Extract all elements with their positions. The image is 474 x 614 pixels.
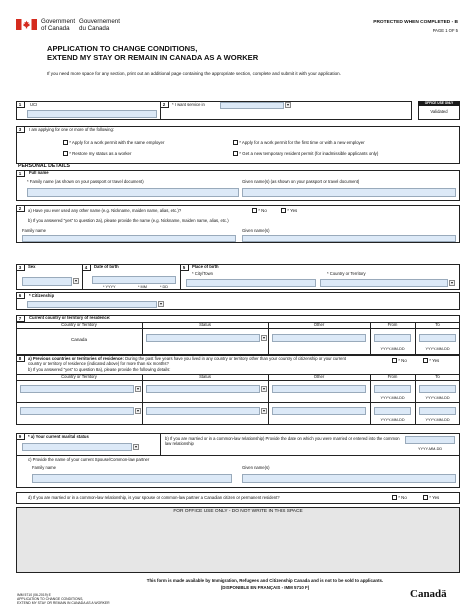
form-title-line1: APPLICATION TO CHANGE CONDITIONS,: [47, 44, 198, 53]
prev-col-country: Country or Territory: [61, 374, 97, 379]
citizenship-select[interactable]: [27, 301, 157, 308]
footer-name-1: APPLICATION TO CHANGE CONDITIONS,: [17, 597, 84, 601]
prev-residence-question-bold: a) Previous countries or territories of residence:: [28, 356, 124, 361]
prev-residence-question-text: During the past five years have you lived in any country or territory other than your country of citizenship or your current country or territory of residence (indicated above) for more than six months?: [28, 356, 346, 367]
divider: [16, 455, 460, 456]
prev1-from-input[interactable]: [374, 385, 411, 393]
prev-residence-question: [28, 356, 348, 366]
sex-label: Sex: [28, 264, 36, 269]
pd-q7-number: 7: [16, 315, 25, 322]
prev1-country-select[interactable]: [20, 385, 134, 393]
gov-fr: [79, 18, 120, 32]
prev2-from-input[interactable]: [374, 407, 411, 415]
other-name-detail-question: b) If you answered "yes" to question 2a), please provide the name (e.g. Nickname, maiden name, alias, etc.): [28, 218, 229, 223]
same-employer-label: * Apply for a work permit with the same employer: [69, 140, 165, 145]
prev1-other-input[interactable]: [272, 385, 366, 393]
restore-status-checkbox[interactable]: [63, 151, 68, 156]
pd-q3-number: 3: [16, 264, 25, 271]
prev2-status-select[interactable]: [146, 407, 260, 415]
res-col-from: From: [387, 322, 398, 327]
other-family-name-input[interactable]: [22, 235, 236, 242]
other-name-question: a) Have you ever used any other name (e.g. Nickname, maiden name, alias, etc.)?: [28, 208, 182, 213]
gov-en-line1: Government: [41, 18, 76, 25]
footer-name-2: EXTEND MY STAY OR REMAIN IN CANADA AS A WORKER: [17, 601, 110, 605]
dob-year-hint: * YYYY: [103, 285, 116, 289]
prev2-status-dropdown[interactable]: [261, 408, 267, 414]
spouse-pr-no-label: * No: [398, 495, 407, 500]
other-given-name-label: Given name(s): [242, 228, 270, 233]
other-name-no-checkbox[interactable]: [252, 208, 257, 213]
other-name-yes-checkbox[interactable]: [281, 208, 286, 213]
citizenship-label: * Citizenship: [29, 293, 55, 298]
prev1-from-format: YYYY-MM-DD: [380, 396, 405, 400]
footer-french: (DISPONIBLE EN FRANÇAIS - IMM 5710 F): [220, 585, 310, 590]
divider: [142, 374, 143, 425]
chevron-down-icon: [160, 303, 162, 305]
prev-res-yes-checkbox[interactable]: [423, 358, 428, 363]
footer-form-code: [17, 593, 110, 605]
form-title-line2: EXTEND MY STAY OR REMAIN IN CANADA AS A WORKER: [47, 53, 259, 62]
marital-status-select[interactable]: [22, 443, 132, 451]
prev1-to-format: YYYY-MM-DD: [425, 396, 450, 400]
full-name-label: Full name: [29, 170, 49, 175]
prev1-status-select[interactable]: [146, 385, 260, 393]
chevron-down-icon: [263, 337, 265, 339]
city-input[interactable]: [186, 279, 316, 287]
gov-en-line2: of Canada: [41, 25, 70, 32]
pd-q8-number: 8: [16, 355, 25, 362]
prev1-status-dropdown[interactable]: [261, 386, 267, 392]
dob-label: Date of birth: [94, 264, 119, 269]
prev-res-no-checkbox[interactable]: [392, 358, 397, 363]
personal-details-heading: PERSONAL DETAILS: [18, 163, 70, 169]
prev2-from-format: YYYY-MM-DD: [380, 418, 405, 422]
prev-res-no-label: * No: [398, 358, 407, 363]
prev2-to-input[interactable]: [419, 407, 456, 415]
divider: [16, 380, 460, 381]
other-name-yes[interactable]: [281, 208, 297, 213]
spouse-pr-yes-checkbox[interactable]: [423, 495, 428, 500]
res-col-status: Status: [199, 322, 211, 327]
other-name-yes-label: * Yes: [287, 208, 298, 213]
trp-checkbox[interactable]: [233, 151, 238, 156]
pd-q5-number: 5: [180, 264, 189, 271]
chevron-down-icon: [287, 104, 289, 106]
form-title: [47, 44, 258, 62]
footer-code: IMM 5710 (06-2019) E: [17, 593, 51, 597]
prev-res-yes[interactable]: [423, 358, 439, 363]
spouse-pr-yes-label: * Yes: [429, 495, 440, 500]
chevron-down-icon: [75, 280, 77, 282]
canada-wordmark: Canadä: [410, 588, 447, 600]
marriage-date-format: YYYY-MM-DD: [417, 447, 443, 451]
prev-residence-detail-question: b) If you answered "yes" to question 8a), please provide the following details:: [28, 367, 171, 372]
opt-trp[interactable]: [233, 151, 378, 156]
spouse-status-question: d) If you are married or in a common-law relationship, is your spouse or common-law partner a Canadian citizen or permanent resident?: [28, 495, 280, 500]
prev2-country-dropdown[interactable]: [135, 408, 141, 414]
prev-col-from: From: [387, 374, 398, 379]
opt-restore-status[interactable]: [63, 151, 131, 156]
gov-en: [41, 18, 75, 32]
prev1-country-dropdown[interactable]: [135, 386, 141, 392]
res-status-dropdown[interactable]: [261, 335, 267, 341]
canada-flag-icon: [16, 19, 37, 30]
gov-fr-line2: du Canada: [79, 25, 110, 32]
prev2-country-select[interactable]: [20, 407, 134, 415]
prev1-to-input[interactable]: [419, 385, 456, 393]
pob-country-select[interactable]: [320, 279, 448, 287]
q3-number: 3: [16, 126, 25, 133]
q1-number: 1: [16, 101, 25, 108]
spouse-name-question: c) Provide the name of your current Spouse/Common-law partner: [28, 457, 150, 462]
family-name-input[interactable]: [27, 188, 239, 197]
citizenship-dropdown[interactable]: [158, 301, 164, 307]
res-from-input[interactable]: [374, 334, 411, 342]
new-employer-checkbox[interactable]: [233, 140, 238, 145]
res-col-country: Country or Territory: [61, 322, 97, 327]
chevron-down-icon: [451, 282, 453, 284]
office-use-band-label: FOR OFFICE USE ONLY - DO NOT WRITE IN THIS SPACE: [173, 509, 303, 514]
opt-new-employer[interactable]: [233, 140, 365, 145]
res-col-other: Other: [313, 322, 325, 327]
other-given-name-input[interactable]: [242, 235, 456, 242]
sex-select[interactable]: [22, 277, 72, 286]
chevron-down-icon: [263, 410, 265, 412]
prev-res-yes-label: * Yes: [429, 358, 440, 363]
divider: [268, 374, 269, 425]
restore-status-label: * Restore my status as a worker: [69, 151, 132, 156]
prev-col-other: Other: [313, 374, 325, 379]
uci-label: UCI: [30, 102, 38, 107]
given-name-input[interactable]: [242, 188, 456, 197]
q2-number: 2: [160, 101, 169, 108]
dob-input[interactable]: [92, 276, 176, 284]
divider: [142, 322, 143, 355]
dob-month-hint: * MM: [138, 285, 147, 289]
other-name-no[interactable]: [252, 208, 267, 213]
res-col-to: To: [435, 322, 440, 327]
spouse-family-name-input[interactable]: [32, 474, 232, 483]
spouse-given-name-input[interactable]: [242, 474, 456, 483]
gov-fr-line1: Gouvernement: [79, 18, 120, 25]
res-from-format: YYYY-MM-DD: [380, 347, 405, 351]
page-number: PAGE 1 OF 5: [432, 28, 458, 33]
dob-day-hint: * DD: [160, 285, 169, 289]
divider: [160, 433, 161, 455]
res-to-input[interactable]: [419, 334, 456, 342]
divider: [16, 402, 460, 403]
service-language-label: * I want service in: [172, 102, 205, 107]
family-name-label: * Family name (as shown on your passport or travel document): [27, 179, 144, 184]
protected-label: PROTECTED WHEN COMPLETED - B: [373, 20, 458, 25]
marital-status-label: * a) Your current marital status: [28, 434, 89, 439]
res-to-format: YYYY-MM-DD: [425, 347, 450, 351]
trp-label: * Get a new temporary resident permit (for inadmissible applicants only): [239, 151, 379, 156]
other-family-name-label: Family name: [22, 228, 46, 233]
prev-col-status: Status: [199, 374, 211, 379]
chevron-down-icon: [137, 388, 139, 390]
prev-col-to: To: [435, 374, 440, 379]
marriage-date-label: b) If you are married or in a common-law relationship) Provide the date on which you were married or entered into the common law relationship: [165, 436, 400, 447]
uci-input[interactable]: [27, 110, 157, 118]
pd-q6-number: 6: [16, 292, 25, 299]
applying-for-label: I am applying for one or more of the following:: [29, 127, 114, 132]
office-use-label: OFFICE USE ONLY: [418, 101, 460, 106]
residence-label: Current country or territory of residence:: [29, 315, 111, 320]
res-country-value: Canada: [70, 337, 88, 342]
spouse-pr-no-checkbox[interactable]: [392, 495, 397, 500]
other-name-no-label: * No: [258, 208, 267, 213]
service-language-dropdown[interactable]: [285, 102, 291, 108]
res-status-select[interactable]: [146, 334, 260, 342]
chevron-down-icon: [135, 446, 137, 448]
city-label: * City/Town: [192, 271, 213, 276]
pob-country-label: * Country or Territory: [327, 271, 366, 276]
pd-q2-number: 2: [16, 205, 25, 212]
sex-dropdown[interactable]: [73, 278, 79, 284]
office-use-area: [16, 507, 460, 573]
pob-country-dropdown[interactable]: [449, 280, 455, 286]
service-language-select[interactable]: [220, 102, 284, 109]
validated-label: Validated: [430, 109, 448, 114]
spouse-pr-no[interactable]: [392, 495, 407, 500]
prev2-other-input[interactable]: [272, 407, 366, 415]
prev2-to-format: YYYY-MM-DD: [425, 418, 450, 422]
opt-same-employer[interactable]: [63, 140, 164, 145]
divider: [268, 322, 269, 355]
same-employer-checkbox[interactable]: [63, 140, 68, 145]
intro-text: If you need more space for any section, print out an additional page containing the appropriate section, complete and submit it with your application.: [47, 71, 341, 76]
new-employer-label: * Apply for a work permit for the first time or with a new employer: [239, 140, 365, 145]
spouse-family-name-label: Family name: [32, 465, 56, 470]
marital-status-dropdown[interactable]: [133, 444, 139, 450]
chevron-down-icon: [263, 388, 265, 390]
marriage-date-input[interactable]: [405, 436, 455, 444]
pob-label: Place of birth: [192, 264, 219, 269]
res-other-input[interactable]: [272, 334, 366, 342]
chevron-down-icon: [137, 410, 139, 412]
given-name-label: Given name(s) (as shown on your passport or travel document): [242, 179, 360, 184]
pd-q4-number: 4: [82, 264, 91, 271]
spouse-pr-yes[interactable]: [423, 495, 439, 500]
footer-notice: This form is made available by Immigration, Refugees and Citizenship Canada and is not to be sold to applicants.: [146, 578, 384, 583]
divider: [16, 328, 460, 329]
pd-q1-number: 1: [16, 170, 25, 177]
pd-q9-number: 9: [16, 433, 25, 440]
spouse-given-name-label: Given name(s): [242, 465, 270, 470]
prev-res-no[interactable]: [392, 358, 407, 363]
